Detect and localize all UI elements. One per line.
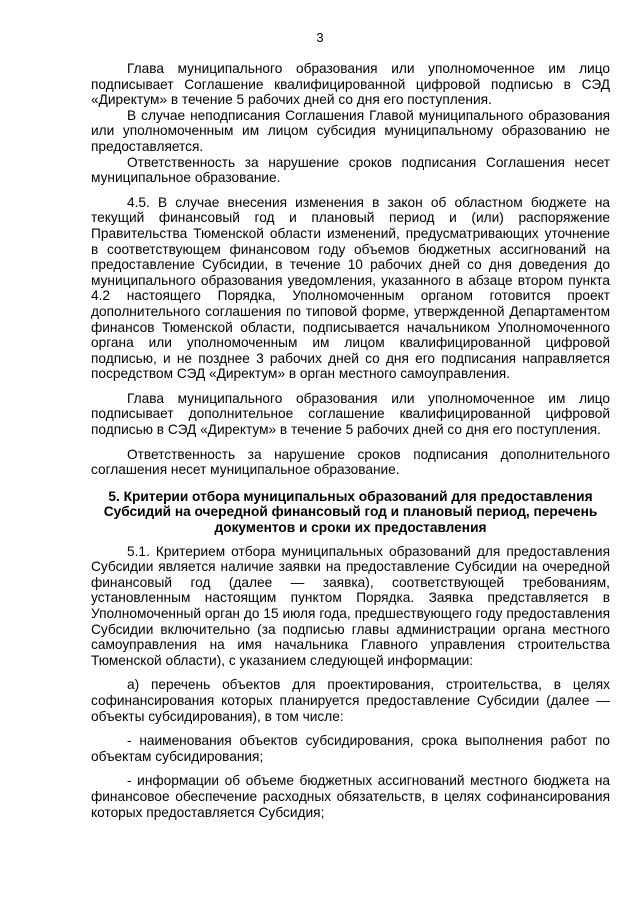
paragraph: В случае неподписания Соглашения Главой муниципального образования или уполномоченным им лицом субсидия муниципальному образованию не предоставляется. <box>91 107 610 154</box>
section-heading: 5. Критерии отбора муниципальных образований для предоставления Субсидий на очередной финансовый год и плановый период, перечень документов и сроки их предоставления <box>103 488 598 536</box>
paragraph: Ответственность за нарушение сроков подписания дополнительного соглашения несет муниципальное образование. <box>91 446 610 478</box>
document-body <box>91 61 610 820</box>
paragraph: - наименования объектов субсидирования, срока выполнения работ по объектам субсидирования; <box>91 733 610 764</box>
paragraph: - информации об объеме бюджетных ассигнований местного бюджета на финансовое обеспечение расходных обязательств, в целях софинансирования которых предоставляется Субсидия; <box>91 773 610 820</box>
page-number: 3 <box>316 30 324 45</box>
paragraph: 5.1. Критерием отбора муниципальных образований для предоставления Субсидии является наличие заявки на предоставление Субсидии на очередной финансовый год (далее — заявка), соответствующей требованиям, установленным настоящим пунктом Порядка. Заявка представляется в Уполномоченный орган до 15 июля года, предшествующего году предоставления Субсидии включительно (за подписью главы администрации органа местного самоуправления на имя начальника Главного управления строительства Тюменской области), с указанием следующей информации: <box>91 543 610 668</box>
paragraph: Ответственность за нарушение сроков подписания Соглашения несет муниципальное образование. <box>91 154 610 186</box>
paragraph: 4.5. В случае внесения изменения в закон об областном бюджете на текущий финансовый год и плановый период и (или) распоряжение Правительства Тюменской области изменений, предусматривающих уточнение в соответствующем финансовом году объемов бюджетных ассигнований на предоставление Субсидии, в течение 10 рабочих дней со дня доведения до муниципального образования уведомления, указанного в абзаце втором пункта 4.2 настоящего Порядка, Уполномоченным органом готовится проект дополнительного соглашения по типовой форме, утвержденной Департаментом финансов Тюменской области, подписывается начальником Уполномоченного органа или уполномоченным им лицом квалифицированной цифровой подписью, и не позднее 3 рабочих дней со дня его подписания направляется посредством СЭД «Директум» в орган местного самоуправления. <box>91 194 610 382</box>
paragraph: Глава муниципального образования или уполномоченное им лицо подписывает дополнительное соглашение квалифицированной цифровой подписью в СЭД «Директум» в течение 5 рабочих дней со дня его поступления. <box>91 390 610 438</box>
paragraph: а) перечень объектов для проектирования, строительства, в целях софинансирования которых планируется предоставление Субсидии (далее — объекты субсидирования), в том числе: <box>91 677 610 724</box>
paragraph: Глава муниципального образования или уполномоченное им лицо подписывает Соглашение квалифицированной цифровой подписью в СЭД «Директум» в течение 5 рабочих дней со дня его поступления. <box>91 61 610 108</box>
